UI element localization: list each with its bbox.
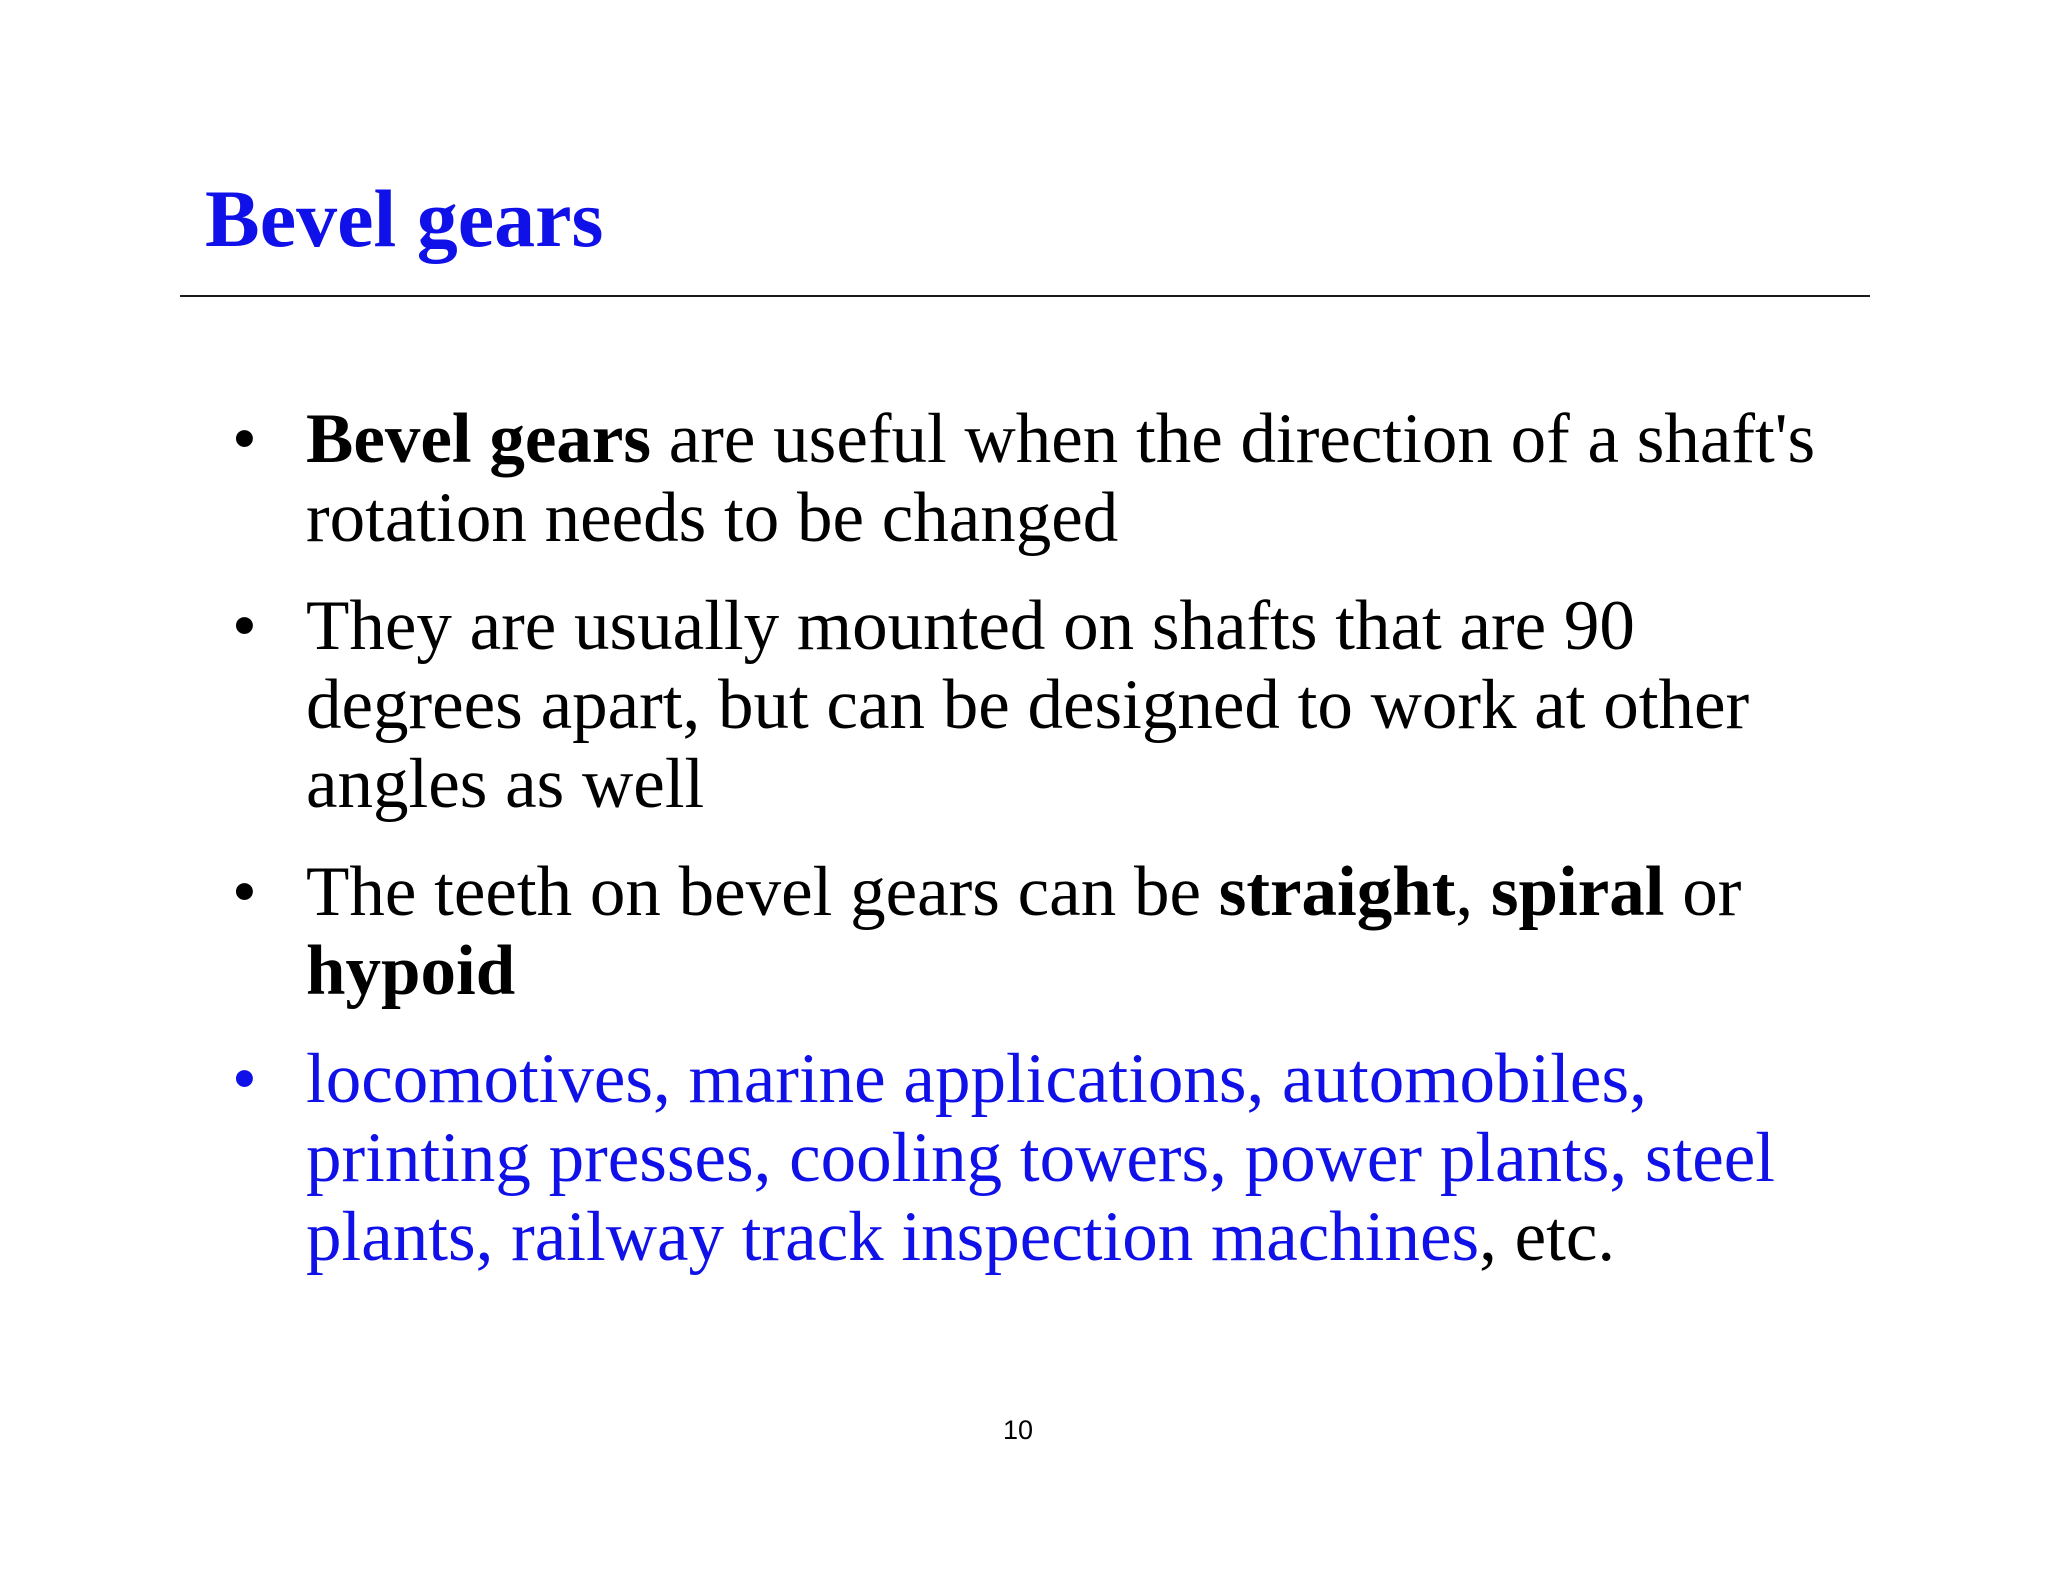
slide-title: Bevel gears [205,173,604,264]
bullet-text: , [1455,853,1491,931]
bullet-dot-icon: • [232,587,257,665]
bullet-item-direction [0,400,1866,558]
bullet-bold-term: hypoid [306,932,516,1010]
bullet-applications-text: locomotives, marine applications, automobiles, printing presses, cooling towers, power plants, steel plants, railway track inspection machines [306,1040,1776,1276]
bullet-item-mounting [0,587,1866,824]
bullet-dot-icon: • [232,853,257,931]
bullet-text: are useful when the direction of a shaft's rotation needs to be changed [306,400,1816,557]
bullet-bold-term: spiral [1490,853,1665,931]
bullet-dot-icon: • [232,400,257,478]
bullet-dot-icon: • [232,1040,257,1118]
bullet-bold-term: Bevel gears [306,400,652,478]
bullet-item-applications [0,1040,1866,1277]
bullet-text: , etc. [1479,1198,1616,1276]
bullet-item-teeth [0,853,1866,1011]
bullet-bold-term: straight [1218,853,1456,931]
bullet-text: They are usually mounted on shafts that are 90 degrees apart, but can be designed to work at other angles as well [306,587,1750,823]
bullet-text: The teeth on bevel gears can be [306,853,1219,931]
title-divider [180,295,1870,297]
page-number: 10 [1002,1415,1034,1445]
bullet-text: or [1664,853,1742,931]
bullet-list [0,400,1866,1277]
